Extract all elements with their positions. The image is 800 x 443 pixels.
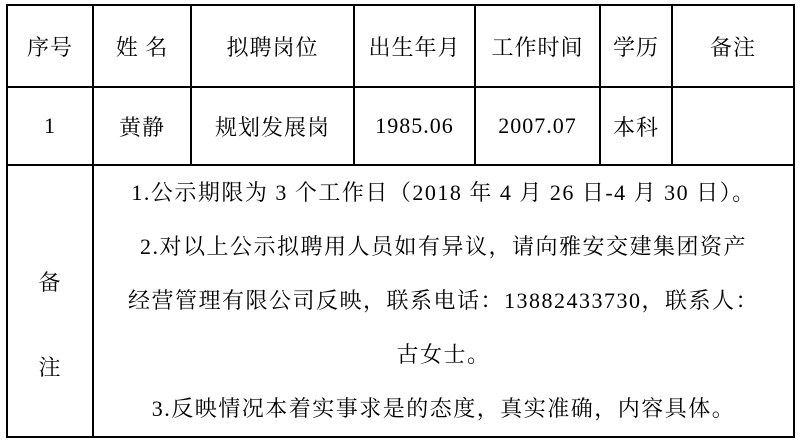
header-birth-date: 出生年月: [354, 5, 475, 87]
table-header-row: [7, 5, 794, 87]
notes-label-char-top: 备: [38, 270, 62, 295]
cell-name: 黄静: [93, 87, 191, 165]
header-name: 姓 名: [93, 5, 191, 87]
cell-proposed-position: 规划发展岗: [191, 87, 354, 165]
header-work-start: 工作时间: [475, 5, 600, 87]
note-line-4: 古女士。: [396, 342, 491, 367]
notes-label-stack: [8, 220, 92, 382]
notes-label-cell: [7, 165, 93, 437]
notes-row: [7, 165, 794, 437]
notes-cell: [93, 165, 794, 437]
cell-birth-date: 1985.06: [354, 87, 475, 165]
note-line-3: 经营管理有限公司反映，联系电话：13882433730，联系人：: [127, 288, 759, 313]
header-education: 学历: [600, 5, 672, 87]
header-serial-number: 序号: [7, 5, 93, 87]
cell-serial-number: 1: [7, 87, 93, 165]
header-remarks: 备注: [672, 5, 794, 87]
note-line-1: 1.公示期限为 3 个工作日（2018 年 4 月 26 日-4 月 30 日）。: [131, 180, 756, 205]
note-line-5: 3.反映情况本着实事求是的态度，真实准确，内容具体。: [151, 396, 736, 421]
note-line-2: 2.对以上公示拟聘用人员如有异议，请向雅安交建集团资产: [139, 234, 747, 259]
header-proposed-position: 拟聘岗位: [191, 5, 354, 87]
cell-remarks: [672, 87, 794, 165]
recruitment-notice-table: [6, 4, 795, 438]
table-row: [7, 87, 794, 165]
cell-education: 本科: [600, 87, 672, 165]
cell-work-start: 2007.07: [475, 87, 600, 165]
notes-label-char-bottom: 注: [38, 355, 62, 380]
